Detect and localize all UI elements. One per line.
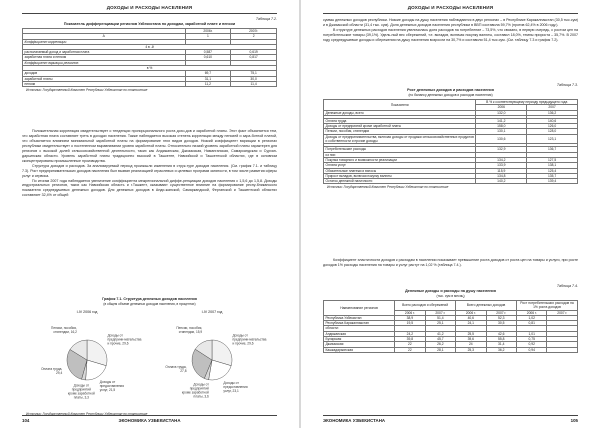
header-cell: Всего расходов и сбережений <box>395 301 456 311</box>
pie-slice-label: Доходы от предприятий кроме заработной платы, 3,3 <box>67 383 95 400</box>
value-cell: 127,5 <box>527 157 578 162</box>
value-cell: 75,1 <box>231 71 277 76</box>
region-label: Андижанская <box>324 331 395 336</box>
body-text <box>22 129 277 198</box>
value-cell: 55,8 <box>486 337 516 342</box>
footer-journal: ЭКОНОМИКА УЗБЕКИСТАНА <box>118 418 181 423</box>
value-cell: 158,0 <box>476 124 527 129</box>
region-label: Республика Узбекистан <box>324 315 395 320</box>
value-cell: 0,92 <box>517 342 547 347</box>
value-cell: 115,9 <box>476 168 527 173</box>
value-cell: 0,94 <box>517 347 547 352</box>
value-cell: 31,1 <box>185 76 231 81</box>
table-title: Рост денежных доходов и расходов населения <box>407 88 494 92</box>
value-cell: 36,2 <box>486 347 516 352</box>
value-cell: 128,0 <box>527 129 578 134</box>
header-cell: Наименование регионов <box>324 301 395 316</box>
figure-title: График 7.1. Структура денежных доходов населения <box>102 297 197 301</box>
table-source: Источник: Государственный Комитет Республики Узбекистан по статистике <box>327 185 449 190</box>
growth-table <box>323 99 578 184</box>
row-label: Обязательные платежи и взносы <box>324 168 476 173</box>
table-7-2 <box>22 17 277 92</box>
value-cell: 1,01 <box>517 331 547 336</box>
value-cell: 25,3 <box>456 347 486 352</box>
value-cell: 136,2 <box>527 110 578 115</box>
row-label: Остаток денежной наличности <box>324 179 476 184</box>
value-cell: 40,6 <box>456 315 486 320</box>
table-7-3 <box>323 83 578 189</box>
header-cell: 2006 г. <box>456 310 486 315</box>
value-cell: 0,817 <box>231 55 277 60</box>
value-cell: 69,7 <box>185 71 231 76</box>
row-label: Оплата услуг <box>324 163 476 168</box>
header-cell: 2007 г. <box>425 310 455 315</box>
value-cell: 11,4 <box>231 81 277 86</box>
row-label: располагаемый доход и заработная плата <box>23 50 186 55</box>
pie-charts <box>22 306 277 406</box>
value-cell: 39,8 <box>395 337 425 342</box>
value-cell: 0,75 <box>517 337 547 342</box>
row-label: Доходы от предпринимательства, включая доходы от продажи сельскохозяйственных продуктов и собственности и прочие доходы <box>324 134 476 144</box>
value-cell: 24 <box>456 342 486 347</box>
row-label: Доходы от предприятий кроме заработной платы <box>324 124 476 129</box>
header-cell: 1 <box>185 34 231 39</box>
unit-cell: в % <box>23 66 277 71</box>
figure-7-1 <box>22 297 277 416</box>
header-cell: А <box>23 34 186 39</box>
table-title: Показатель дифференциации регионов Узбекистана по доходам, заработной плате и пенсии <box>63 22 236 26</box>
region-label: Бухарская <box>324 337 395 342</box>
value-cell: 125,4 <box>527 168 578 173</box>
running-head: ДОХОДЫ И РАСХОДЫ НАСЕЛЕНИЯ <box>106 5 193 10</box>
pie-slice-label: Доходы от предоставления услуг, 21,5 <box>99 379 124 392</box>
value-cell: 123,1 <box>527 134 578 144</box>
table-body <box>324 315 578 352</box>
paragraph: Структура доходов и расходов. За анализируемый период произошли изменения в струк-туре доходов населения. (См. график 7.1. и таблицу 7.3). Рост предпринимательских доходов населения был вызван реализацией отраслевых и целевых программ занятости, в том числе развития сферы услуг и сервиса. <box>22 163 277 178</box>
header-cell: Показатели <box>324 100 476 111</box>
value-cell: 45,7 <box>425 337 455 342</box>
paragraph: Коэффициент эластичности доходов к расходам в населении показывает превышение роста доходов от роста цен на товары и услуги, при росте доходов 1% расходы населения на товары и услуг растут на 1,02 % (таблица 7.4.). <box>323 258 578 267</box>
value-cell: 11,2 <box>185 81 231 86</box>
left-page <box>0 0 299 428</box>
value-cell: 22 <box>395 342 425 347</box>
value-cell: 30,5 <box>486 321 516 326</box>
table-title: Денежные доходы и расходы на душу населения <box>405 289 496 293</box>
table-number: Таблица 7.4. <box>556 284 578 288</box>
header-cell: 2007 г. <box>486 310 516 315</box>
running-head: ДОХОДЫ И РАСХОДЫ НАСЕЛЕНИЯ <box>407 5 494 10</box>
value-cell: 25,5 <box>456 331 486 336</box>
value-cell: 132,0 <box>476 110 527 115</box>
header-cell: 2006 <box>476 105 527 110</box>
pie-year-label: I-IV 2007 год <box>201 309 223 314</box>
value-cell: 134,8 <box>476 173 527 178</box>
value-cell: 130,6 <box>476 134 527 144</box>
paragraph: По итогам 2007 года наблюдается увеличение коэффициента межрегиональной диффе-ренциации доходов населения с 1,5,6 до 1,5,8. Доходы индустриальных регионов, таких как Навоийская область и г.Ташкент, оказывают существенное влияние на формирование респу-бликанского показателя среднедушевых денежных доходов. Для денежных доходов в Анди-жанской, Самаркандской, Ферганской и Ташкентской областях составляет 32,4% от общей <box>22 178 277 198</box>
table-header-row <box>324 301 578 311</box>
header-cell: В % к соответствующему периоду предыдущего года <box>476 100 578 105</box>
table-subtitle: (по балансу денежных доходов и расходов населения) <box>408 93 493 97</box>
value-cell: 139,4 <box>527 179 578 184</box>
figure-subtitle: (в общем объеме денежных доходов населения, в процентах) <box>103 301 196 306</box>
row-label: Пенсии, пособия, стипендии <box>324 129 476 134</box>
value-cell: 24,2 <box>395 331 425 336</box>
pie-slice-label: Доходы от предприни-мательства и прочие, 29,6 <box>232 332 267 345</box>
row-label: заработной платы <box>23 76 186 81</box>
row-label: Денежные доходы, всего <box>324 110 476 115</box>
value-cell: 24,1 <box>456 321 486 326</box>
row-label: Оплата труда <box>324 118 476 123</box>
value-cell: 39,6 <box>456 337 486 342</box>
row-label: Коэффициент вариации регионов: <box>23 60 186 65</box>
value-cell: 138,1 <box>527 163 578 168</box>
pie-year-label: I-IV 2006 год <box>76 309 98 314</box>
value-cell: 52,3 <box>486 315 516 320</box>
value-cell: 22 <box>395 347 425 352</box>
row-label: из них: <box>324 152 476 157</box>
table-body <box>23 39 277 87</box>
header-cell: 2007 <box>527 105 578 110</box>
value-cell: 141,2 <box>476 118 527 123</box>
value-cell: 140,6 <box>527 118 578 123</box>
value-cell: 26,2 <box>425 342 455 347</box>
header-cell: 2007 г. <box>547 310 578 315</box>
region-label: Кашкадарьинская <box>324 347 395 352</box>
paragraph: Положительная корреляция свидетельствует о тенденции пропорционального роста дохо-дов и заработной платы. Этот факт объясняется тем, что заработная плата составляет треть в доходах населения. Также наблюдается высокая степень корреляции между пенсией и зара-ботной платой, что объясняется влиянием минимальной заработной платы на формирование этих видов доходов. Низкий коэффициент вариации в регионах республики свидетельствует о постепенном выравнивании уровня заработной платы. Относительно низкий уровень заработной платы характерен для регионов с высокой долей сельскохозяйственной деятельности, таких как Андижанская, Джизакская, Наманганская, Самаркандская и Сурхан-дарьинская области. Уровень заработной платы традиционно высокий в Ташкенте, Навоийской и Ташкентской областях, где в основном сконцентрированы промышленные производства. <box>22 129 277 163</box>
footer-journal: ЭКОНОМИКА УЗБЕКИСТАНА <box>323 418 386 423</box>
value-cell: 0,610 <box>185 55 231 60</box>
table-row <box>324 179 578 184</box>
value-cell: 28,1 <box>425 347 455 352</box>
value-cell: 19,5 <box>395 321 425 326</box>
value-cell: 140,2 <box>476 179 527 184</box>
header-cell: Рост потребительских расходов на 1% роста доходов <box>517 301 578 311</box>
table-number: Таблица 7.3. <box>556 83 578 87</box>
paragraph: суммы денежных доходов республики. Низкие доходы на душу населения наблюдаются в двух регионах – в Республике Каракалпакстан (30,5 тыс.сум) и в Джизакской области (31,4 тыс. сум). Доля денежных доходов населения республики в ВВП составила 59,7% (против 62,4% в 2006 году.). <box>323 18 578 27</box>
value-cell: 51,4 <box>425 315 455 320</box>
value-cell: 41,2 <box>425 331 455 336</box>
table-7-4 <box>323 284 578 353</box>
regions-table <box>323 300 578 353</box>
pie-slice-label: Доходы от предприни-мательства и прочие, 29,6 <box>107 332 142 345</box>
value-cell: 1,02 <box>517 315 547 320</box>
value-cell: 42,6 <box>486 331 516 336</box>
row-label: пенсии <box>23 81 186 86</box>
value-cell: 0,81 <box>517 321 547 326</box>
value-cell: 30,0 <box>231 76 277 81</box>
value-cell: 135,7 <box>527 173 578 178</box>
table-row <box>23 81 277 86</box>
table-header-row <box>324 100 578 105</box>
row-label: Коэффициент корреляции: <box>23 39 186 44</box>
row-label: Потребительские расходы <box>324 147 476 152</box>
right-page <box>301 0 600 428</box>
header-rule <box>323 13 578 14</box>
value-cell: 0,587 <box>185 50 231 55</box>
table-row <box>324 134 578 144</box>
differentiation-table <box>22 28 277 87</box>
unit-cell: 4 в -й <box>23 44 277 49</box>
value-cell: 134,2 <box>476 157 527 162</box>
table-source: Источник: Государственный Комитет Республики Узбекистан по статистике <box>26 88 148 93</box>
value-cell: 126,0 <box>527 124 578 129</box>
header-cell: 2006г. <box>185 29 231 34</box>
row-label: Прирост вкладов, включая покупку валюты <box>324 173 476 178</box>
page-number: 104 <box>22 418 30 423</box>
value-cell: 132,9 <box>476 147 527 152</box>
pie-slice-label: Доходы от предоставления услуг, 23,1 <box>223 380 248 393</box>
pie-slice-label: Оплата труда, 27,8 <box>165 364 187 373</box>
header-cell: 2006 г. <box>395 310 425 315</box>
row-label: Покупка товарного и возможности реализации <box>324 157 476 162</box>
header-cell: 2 <box>231 34 277 39</box>
table-subtitle: (тыс. сум в месяц) <box>436 294 465 298</box>
pie-slice-label: Пенсии, пособия, стипендии, 16,2 <box>51 325 77 334</box>
row-label: доходов <box>23 71 186 76</box>
intro-text <box>323 18 578 43</box>
value-cell: 31,4 <box>486 342 516 347</box>
footer-rule <box>22 415 277 416</box>
value-cell: 130,1 <box>476 129 527 134</box>
table-number: Таблица 7.2. <box>255 17 277 21</box>
paragraph: В структуре денежных расходов населения увеличилась доля расходов на потребление – 73,5%, что связано, в первую очередь, с ростом цен на потребительские товары (39,1%). Удель-ный вес сбережений, т.е. вкладов, включая покупку валюты, составил 18,0%, темпы прироста – 35,7%. В 2007 году среднедушевые доходы и сбережения на душу населения возросли на 30,7% и составили 51,4 тыс.сум. (См. таблицу 7.3 и график 7.2). <box>323 27 578 42</box>
table-body <box>324 110 578 184</box>
value-cell: 0,619 <box>231 50 277 55</box>
header-cell: Всего денежных доходов <box>456 301 517 311</box>
region-label: области: <box>324 326 395 331</box>
value-cell: 25,1 <box>425 321 455 326</box>
mid-text <box>323 258 578 268</box>
header-rule <box>22 13 277 14</box>
region-label: Республика Каракалпакстан <box>324 321 395 326</box>
value-cell: 38,9 <box>395 315 425 320</box>
pie-slice-label: Доходы от предприятий кроме заработной платы, 3,6 <box>181 382 209 399</box>
table-row <box>324 347 578 352</box>
figure-source: Источник: Государственный Комитет Республики Узбекистан по статистике <box>26 411 148 416</box>
pie-slice-label: Оплата труда, 29,4 <box>41 366 63 375</box>
value-cell: 136,7 <box>527 147 578 152</box>
value-cell: 133,9 <box>476 163 527 168</box>
page-number: 105 <box>570 418 578 423</box>
region-label: Джизакская <box>324 342 395 347</box>
header-cell: 2007г. <box>231 29 277 34</box>
value-cell <box>547 347 578 352</box>
pie-slice-label: Пенсии, пособия, стипендии, 15,9 <box>176 325 203 334</box>
header-cell: 2006 г. <box>517 310 547 315</box>
row-label: заработная плата и пенсия <box>23 55 186 60</box>
footer-rule <box>323 415 578 416</box>
